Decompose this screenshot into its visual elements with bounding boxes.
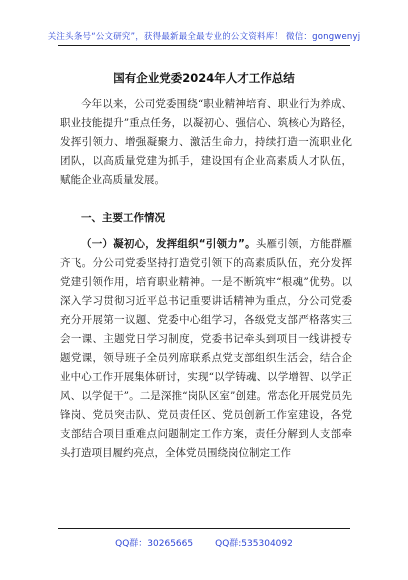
footer-qq-group-1[interactable]: QQ群：30265665 (115, 539, 194, 549)
footer (0, 536, 408, 549)
body-paragraph-1 (60, 235, 352, 463)
section-heading: 一、主要工作情况 (81, 212, 165, 224)
document-title: 国有企业党委2024年人才工作总结 (113, 71, 295, 85)
header-promo-link[interactable]: 关注头条号“公文研究”，获得最新最全最专业的公文资料库！ 微信：gongwenyj (47, 32, 361, 42)
paragraph-text: 头雁引领，方能群雁齐飞。分公司党委坚持打造党引领下的高素质队伍，充分发挥党建引领作用，培育职业精神。一是不断筑牢“根魂”优势。以深入学习贯彻习近平总书记重要讲话精神为重点，分公司党委充分开展第一议题、党委中心组学习，各级党支部严格落实三会一课、主题党日学习制度，党委书记牵头到项目一线讲授专题党课，领导班子全员列席联系点党支部组织生活会，结合企业中心工作开展集体研讨，实现“以学铸魂、以学增智、以学正风、以学促干”。二是深推“岗队区室”创建。常态化开展党员先锋岗、党员突击队、党员责任区、党员创新工作室建设，各党支部结合项目重难点问题制定工作方案，责任分解到人支部牵头打造项目履约亮点，全体党员围绕岗位制定工作 (60, 238, 353, 459)
footer-qq-group-2[interactable]: QQ群:535304092 (215, 539, 293, 549)
footer-divider (58, 528, 350, 529)
subsection-heading: （一）凝初心，发挥组织“引领力”。 (81, 238, 256, 250)
intro-paragraph: 今年以来，公司党委围绕“职业精神培育、职业行为养成、职业技能提升”重点任务，以凝初心、强信心、筑核心为路径，发挥引领力、增强凝聚力、激活生命力，持续打造一流职业化团队，以高质量党建为抓手，建设国有企业高素质人才队伍，赋能企业高质量发展。 (60, 98, 352, 186)
header-divider (58, 45, 350, 46)
